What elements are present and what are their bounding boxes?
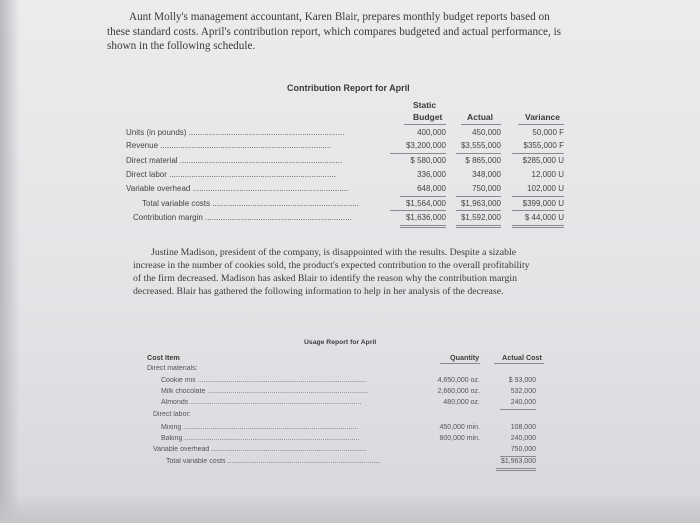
rule-revenue-actual — [456, 153, 501, 154]
usage-dbl-total — [496, 468, 536, 471]
middle-line-4: decreased. Blair has gathered the following information to help in her analysis of the decrease. — [133, 286, 504, 297]
dbl-cm-variance — [512, 225, 564, 228]
usage-row-variable-overhead: Variable overhead ................................................................................ — [153, 446, 367, 453]
intro-line-2: these standard costs. April's contribution report, which compares budgeted and actual performance, is — [107, 25, 562, 38]
usage-row-baking: Baking .......................................................................................... — [161, 435, 360, 442]
cr-tvc-variance: $399,000 U — [522, 199, 564, 208]
middle-line-3: of the firm decreased. Madison has asked Blair to identify the reason why the contribution margin — [133, 273, 517, 284]
rule-budget-head — [404, 124, 446, 125]
cr-row-units: Units (in pounds) ...................................................................... — [126, 128, 345, 137]
usage-cookie-cost: $ 93,000 — [508, 377, 536, 384]
usage-row-direct-materials: Direct materials: — [147, 365, 198, 372]
usage-vo-cost: 750,000 — [510, 446, 536, 453]
usage-baking-qty: 800,000 min. — [439, 435, 480, 442]
usage-row-cookie-mix: Cookie mix ....................................................................................... — [161, 377, 367, 384]
cr-dl-variance: 12,000 U — [531, 170, 564, 179]
rule-vo-budget — [400, 196, 446, 197]
usage-rule-cost — [494, 363, 544, 364]
usage-rule-quantity — [440, 363, 480, 364]
usage-almonds-cost: 240,000 — [510, 399, 536, 406]
rule-vo-variance — [512, 196, 564, 197]
middle-line-2: increase in the number of cookies sold, the product's expected contribution to the overall profitability — [133, 260, 530, 271]
rule-vo-actual — [456, 196, 501, 197]
cr-dm-budget: $ 580,000 — [410, 156, 446, 165]
col-static-line2: Budget — [413, 112, 443, 122]
cr-dl-actual: 348,000 — [472, 170, 501, 179]
usage-row-direct-labor: Direct labor: — [153, 411, 191, 418]
usage-rule-materials — [500, 409, 536, 410]
usage-cookie-qty: 4,650,000 oz. — [437, 377, 480, 384]
usage-row-almonds: Almonds ........................................................................................ — [161, 399, 362, 406]
cr-tvc-budget: $1,564,000 — [405, 199, 446, 208]
rule-tvc-budget — [390, 210, 446, 211]
cr-dm-actual: $ 865,000 — [465, 156, 501, 165]
cr-units-budget: 400,000 — [417, 128, 446, 137]
cr-revenue-variance: $355,000 F — [523, 141, 564, 150]
page-shadow-left — [0, 0, 20, 523]
col-variance: Variance — [525, 112, 560, 122]
cr-row-revenue: Revenue ............................................................................. — [126, 141, 332, 150]
usage-mixing-cost: 108,000 — [510, 424, 536, 431]
cr-row-direct-material: Direct material ......................................................................... — [126, 156, 343, 165]
cr-row-total-variable: Total variable costs .................................................................. — [142, 199, 359, 208]
rule-variance-head — [518, 124, 564, 125]
cr-revenue-actual: $3,555,000 — [460, 141, 501, 150]
dbl-cm-budget — [400, 225, 446, 228]
cr-units-actual: 450,000 — [472, 128, 501, 137]
middle-line-1: Justine Madison, president of the company, is disappointed with the results. Despite a sizable — [151, 247, 517, 258]
cr-cm-actual: $1,592,000 — [460, 213, 501, 222]
cr-cm-budget: $1,636,000 — [405, 213, 446, 222]
usage-milk-qty: 2,660,000 oz. — [437, 388, 480, 395]
usage-total-cost: $1,963,000 — [500, 458, 536, 465]
usage-col-quantity: Quantity — [450, 353, 480, 362]
rule-revenue-variance — [512, 153, 564, 154]
cr-cm-variance: $ 44,000 U — [524, 213, 564, 222]
usage-baking-cost: 240,000 — [510, 435, 536, 442]
rule-actual-head — [461, 124, 501, 125]
usage-row-total-variable: Total variable costs ............................................................................... — [166, 458, 382, 465]
usage-col-item: Cost Item — [147, 353, 180, 362]
cr-dm-variance: $285,000 U — [522, 156, 564, 165]
cr-units-variance: 50,000 F — [532, 128, 564, 137]
contribution-report-title: Contribution Report for April — [287, 83, 410, 93]
cr-vo-budget: 648,000 — [417, 184, 446, 193]
col-static-line1: Static — [413, 100, 437, 110]
dbl-cm-actual — [456, 225, 501, 228]
cr-vo-actual: 750,000 — [472, 184, 501, 193]
usage-milk-cost: 532,000 — [510, 388, 536, 395]
rule-tvc-actual — [456, 210, 501, 211]
usage-col-actual-cost: Actual Cost — [502, 353, 542, 362]
cr-vo-variance: 102,000 U — [527, 184, 564, 193]
usage-rule-vo — [500, 456, 536, 457]
usage-almonds-qty: 480,000 oz. — [443, 399, 480, 406]
cr-revenue-budget: $3,200,000 — [405, 141, 446, 150]
cr-row-contribution-margin: Contribution margin .................................................................. — [133, 213, 352, 222]
page-shadow-bottom — [0, 493, 700, 523]
cr-row-variable-overhead: Variable overhead ...................................................................... — [126, 184, 349, 193]
middle-paragraph — [133, 246, 565, 298]
usage-row-mixing: Mixing .......................................................................................... — [161, 424, 359, 431]
col-actual: Actual — [467, 112, 493, 122]
intro-line-3: shown in the following schedule. — [107, 40, 256, 52]
intro-line-1: Aunt Molly's management accountant, Karen Blair, prepares monthly budget reports based on — [129, 11, 550, 23]
usage-report-title: Usage Report for April — [304, 339, 377, 346]
intro-paragraph — [107, 10, 587, 54]
cr-tvc-actual: $1,963,000 — [460, 199, 501, 208]
cr-row-direct-labor: Direct labor ........................................................................... — [126, 170, 336, 179]
rule-tvc-variance — [512, 210, 564, 211]
cr-dl-budget: 336,000 — [417, 170, 446, 179]
usage-mixing-qty: 450,000 min. — [439, 424, 480, 431]
usage-row-milk-chocolate: Milk chocolate ................................................................................... — [161, 388, 369, 395]
rule-revenue-budget — [390, 153, 446, 154]
